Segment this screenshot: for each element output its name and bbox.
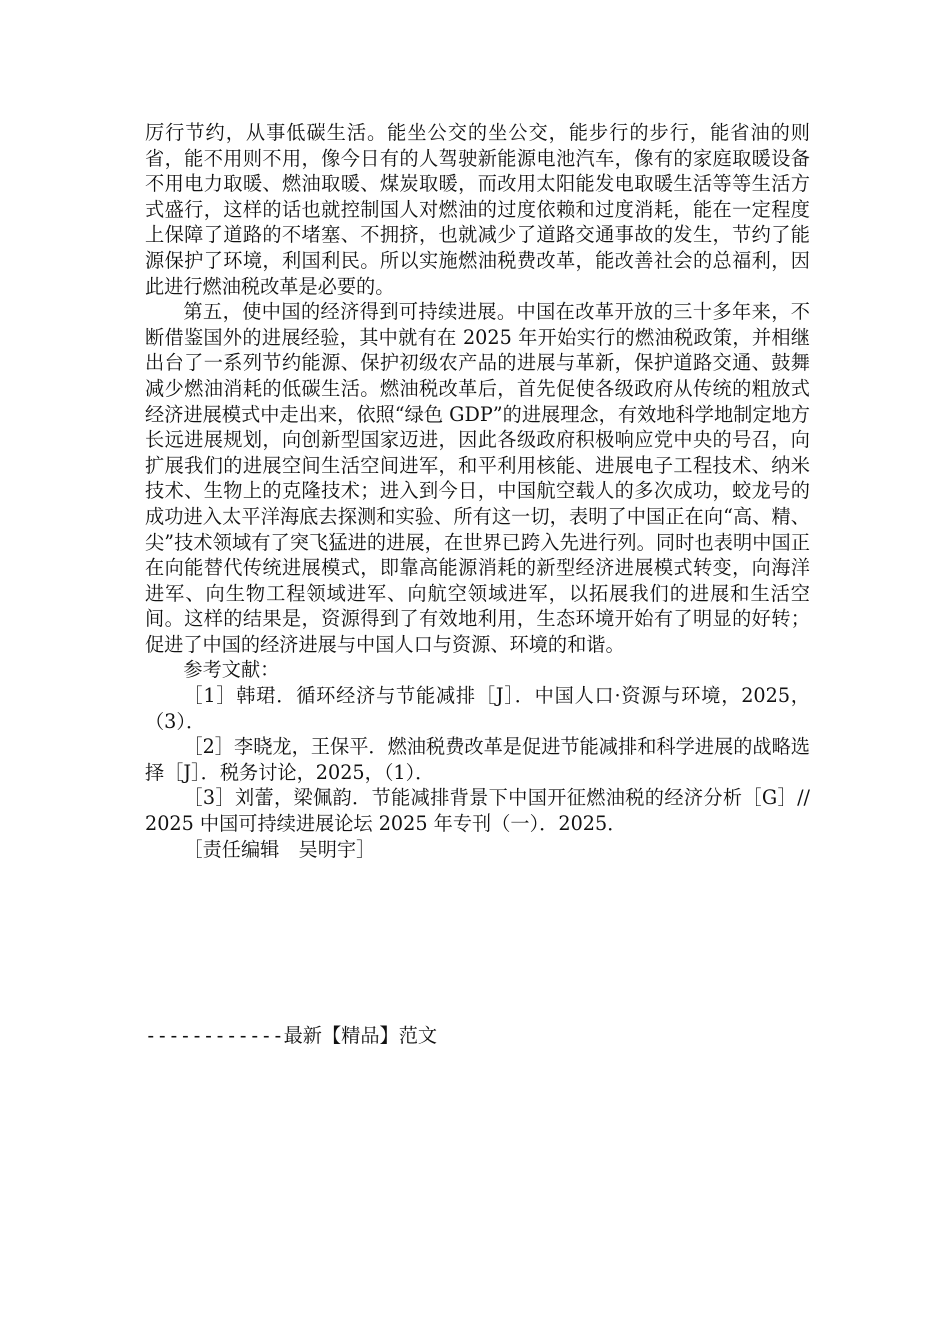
reference-item-1: ［1］韩珺．循环经济与节能减排［J］．中国人口·资源与环境，2025，（3）． [145,684,810,733]
reference-item-2: ［2］李晓龙，王保平．燃油税费改革是促进节能减排和科学进展的战略选择［J］．税务讨论，2025，（1）． [145,735,810,784]
references-section [145,657,810,862]
references-heading: 参考文献： [183,658,280,682]
body-paragraph-1: 厉行节约，从事低碳生活。能坐公交的坐公交，能步行的步行，能省油的则省，能不用则不用，像今日有的人驾驶新能源电池汽车，像有的家庭取暖设备不用电力取暖、燃油取暖、煤炭取暖，而改用太阳能发电取暖生活等等生活方式盛行，这样的话也就控制国人对燃油的过度依赖和过度消耗，能在一定程度上保障了道路的不堵塞、不拥挤，也就减少了道路交通事故的发生，节约了能源保护了环境，利国利民。所以实施燃油税费改革，能改善社会的总福利，因此进行燃油税改革是必要的。 [145,121,810,298]
footer-dashes: ------------ [145,1024,284,1047]
reference-item-3: ［3］刘蕾，梁佩韵．节能减排背景下中国开征燃油税的经济分析［G］//2025 中国可持续进展论坛 2025 年专刊（一）．2025． [145,786,810,836]
page-footer [145,1023,437,1049]
document-page [145,120,810,862]
responsible-editor: ［责任编辑 吴明宇］ [183,837,376,861]
footer-text: 最新【精品】范文 [283,1024,438,1047]
body-paragraph-2: 第五，使中国的经济得到可持续进展。中国在改革开放的三十多年来，不断借鉴国外的进展经验，其中就有在 2025 年开始实行的燃油税政策，并相继出台了一系列节约能源、保护初级农产品的进展与革新，保护道路交通、鼓舞减少燃油消耗的低碳生活。燃油税改革后，首先促使各级政府从传统的粗放式经济进展模式中走出来，依照“绿色 GDP”的进展理念，有效地科学地制定地方长远进展规划，向创新型国家迈进，因此各级政府积极响应党中央的号召，向扩展我们的进展空间生活空间进军，和平利用核能、进展电子工程技术、纳米技术、生物上的克隆技术；进入到今日，中国航空载人的多次成功，蛟龙号的成功进入太平洋海底去探测和实验、所有这一切，表明了中国正在向“高、精、尖”技术领域有了突飞猛进的进展，在世界已跨入先进行列。同时也表明中国正在向能替代传统进展模式，即靠高能源消耗的新型经济进展模式转变，向海洋进军、向生物工程领域进军、向航空领域进军，以拓展我们的进展和生活空间。这样的结果是，资源得到了有效地利用，生态环境开始有了明显的好转；促进了中国的经济进展与中国人口与资源、环境的和谐。 [145,300,810,656]
